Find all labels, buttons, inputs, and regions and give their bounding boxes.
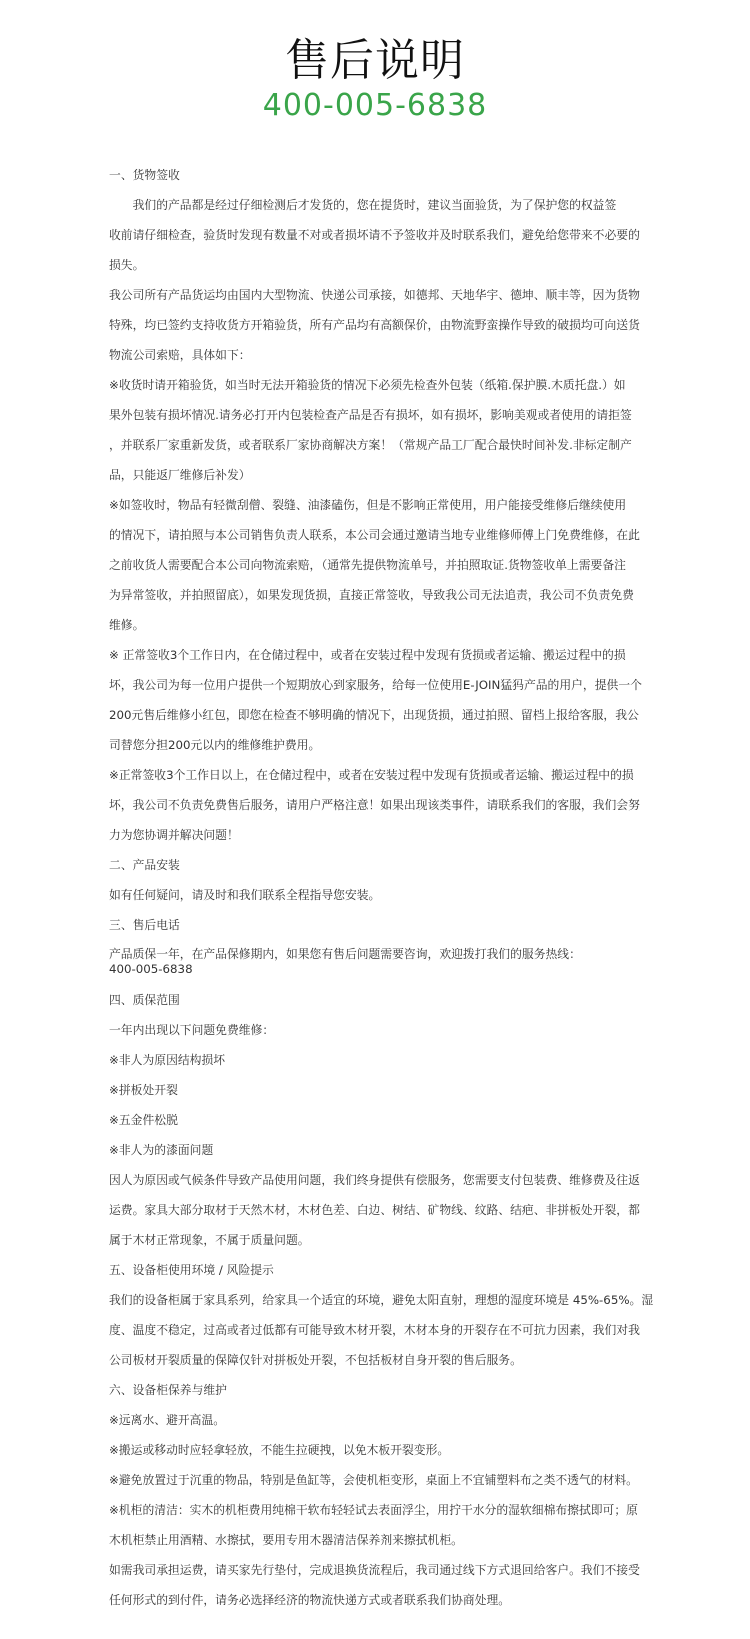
service-phone: 400-005-6838 [109,962,193,976]
paragraph-after-3-days [109,760,664,850]
text-line: ※收货时请开箱验货，如当时无法开箱验货的情况下必须先检查外包装（纸箱.保护膜.木质托盘.）如 [109,378,626,392]
text-line: 为异常签收，并拍照留底），如果发现货损，直接正常签收，导致我公司无法追责，我公司不负责免费 [109,588,634,602]
text-line: 力为您协调并解决问题！ [109,828,239,842]
page-title: 售后说明 [285,35,465,86]
text-line: 的情况下，请拍照与本公司销售负责人联系，本公司会通过邀请当地专业维修师傅上门免费维修，在此 [109,528,640,542]
warranty-item: ※拼板处开裂 [109,1083,178,1097]
after-sales-content [109,160,664,1615]
paragraph-paid-service [109,1165,664,1255]
paragraph-within-3-days [109,640,664,760]
text-line: 因人为原因或气候条件导致产品使用问题，我们终身提供有偿服务，您需要支付包装费、维修费及往返 [109,1173,640,1187]
section-heading-maintenance: 六、设备柜保养与维护 [109,1383,227,1397]
text-line: 特殊，均已签约支持收货方开箱验货，所有产品均有高额保价，由物流野蛮操作导致的破损均可向送货 [109,318,640,332]
text-line: 任何形式的到付件，请务必选择经济的物流快递方式或者联系我们协商处理。 [109,1593,511,1607]
text-line: 之前收货人需要配合本公司向物流索赔，（通常先提供物流单号，并拍照取证.货物签收单上需要备注 [109,558,626,572]
warranty-item: ※五金件松脱 [109,1113,178,1127]
section-heading-installation: 二、产品安装 [109,858,180,872]
paragraph-cleaning [109,1495,664,1555]
text-line: 损失。 [109,258,145,272]
installation-text: 如有任何疑问，请及时和我们联系全程指导您安装。 [109,888,381,902]
section-heading-environment: 五、设备柜使用环境 / 风险提示 [109,1263,274,1277]
paragraph-environment [109,1285,664,1375]
warranty-intro: 一年内出现以下问题免费维修： [109,1023,275,1037]
text-line: 物流公司索赔，具体如下： [109,348,251,362]
text-line: 木机柜禁止用酒精、水擦拭，要用专用木器清洁保养剂来擦拭机柜。 [109,1533,463,1547]
text-line: 运费。家具大部分取材于天然木材，木材色差、白边、树结、矿物线、纹路、结疤、非拼板处开裂，都 [109,1203,640,1217]
warranty-item: ※非人为原因结构损坏 [109,1053,226,1067]
maintenance-item: ※搬运或移动时应轻拿轻放，不能生拉硬拽，以免木板开裂变形。 [109,1443,450,1457]
text-line: 品，只能返厂维修后补发） [109,468,251,482]
text-line: ※ 正常签收3个工作日内，在仓储过程中，或者在安装过程中发现有货损或者运输、搬运过程中的损 [109,648,626,662]
text-line: 司替您分担200元以内的维修维护费用。 [109,738,321,752]
maintenance-item: ※避免放置过于沉重的物品，特别是鱼缸等，会使机柜变形，桌面上不宜铺塑料布之类不透气的材料。 [109,1473,638,1487]
text-line: ※正常签收3个工作日以上，在仓储过程中，或者在安装过程中发现有货损或者运输、搬运过程中的损 [109,768,634,782]
text-line: ，并联系厂家重新发货，或者联系厂家协商解决方案！（常规产品工厂配合最快时间补发.非标定制产 [109,438,632,452]
text-line: 我们的产品都是经过仔细检测后才发货的，您在提货时，建议当面验货，为了保护您的权益签 [109,198,617,212]
text-line: 公司板材开裂质量的保障仅针对拼板处开裂，不包括板材自身开裂的售后服务。 [109,1353,522,1367]
text-line: 坏，我公司为每一位用户提供一个短期放心到家服务，给每一位使用E-JOIN猛犸产品的用户，提供一个 [109,678,642,692]
section-heading-warranty-scope: 四、质保范围 [109,993,180,1007]
warranty-text: 产品质保一年，在产品保修期内，如果您有售后问题需要咨询，欢迎拨打我们的服务热线： [109,947,581,961]
text-line: 收前请仔细检查，验货时发现有数量不对或者损坏请不予签收并及时联系我们，避免给您带来不必要的 [109,228,640,242]
text-line: 我们的设备柜属于家具系列，给家具一个适宜的环境，避免太阳直射，理想的湿度环境是 45%-65%。湿 [109,1293,654,1307]
paragraph-minor-damage [109,490,664,640]
text-line: 果外包装有损坏情况.请务必打开内包装检查产品是否有损坏，如有损坏，影响美观或者使用的请拒签 [109,408,632,422]
text-line: 200元售后维修小红包，即您在检查不够明确的情况下，出现货损，通过拍照、留档上报给客服，我公 [109,708,639,722]
text-line: ※机柜的清洁：实木的机柜费用纯棉干软布轻轻试去表面浮尘，用拧干水分的湿软细棉布擦拭即可；原 [109,1503,638,1517]
text-line: ※如签收时，物品有轻微刮僧、裂缝、油漆磕伤，但是不影响正常使用，用户能接受维修后继续使用 [109,498,627,512]
maintenance-item: ※远离水、避开高温。 [109,1413,226,1427]
text-line: 如需我司承担运费，请买家先行垫付，完成退换货流程后，我司通过线下方式退回给客户。我们不接受 [109,1563,640,1577]
text-line: 维修。 [109,618,145,632]
paragraph-shipping-fees [109,1555,664,1615]
paragraph-inspection [109,190,664,280]
hotline-number: 400-005-6838 [262,88,488,123]
paragraph-logistics [109,280,664,370]
text-line: 度、温度不稳定，过高或者过低都有可能导致木材开裂，木材本身的开裂存在不可抗力因素，我们对我 [109,1323,640,1337]
text-line: 属于木材正常现象，不属于质量问题。 [109,1233,310,1247]
section-heading-goods-receipt: 一、货物签收 [109,168,180,182]
text-line: 坏，我公司不负责免费售后服务，请用户严格注意！如果出现该类事件，请联系我们的客服，我们会努 [109,798,640,812]
warranty-item: ※非人为的漆面问题 [109,1143,214,1157]
text-line: 我公司所有产品货运均由国内大型物流、快递公司承接，如德邦、天地华宇、德坤、顺丰等，因为货物 [109,288,640,302]
section-heading-hotline: 三、售后电话 [109,918,180,932]
paragraph-unboxing [109,370,664,490]
